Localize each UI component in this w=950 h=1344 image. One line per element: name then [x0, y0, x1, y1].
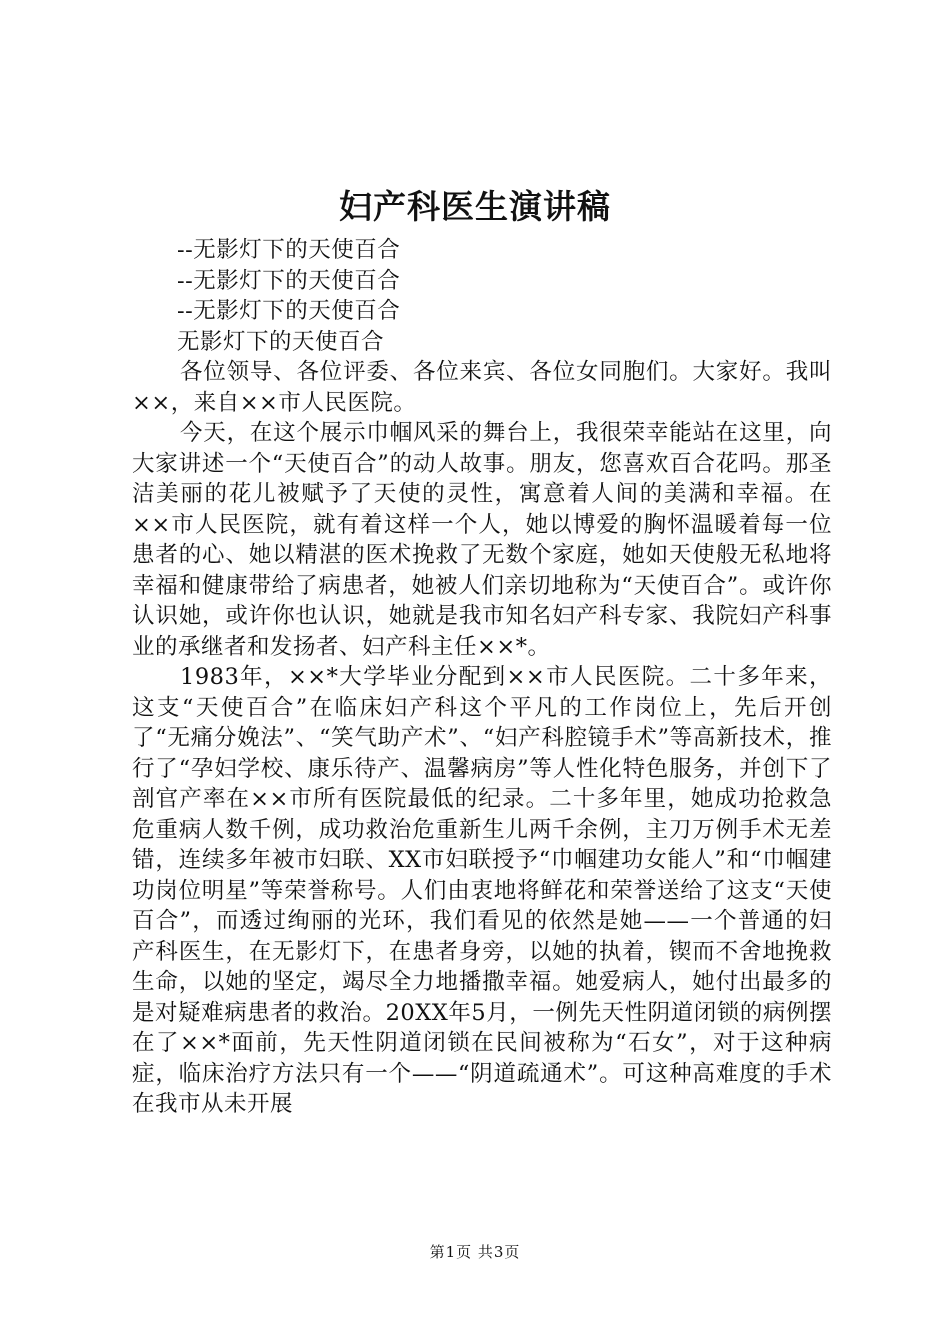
subtitle-line: --无影灯下的天使百合	[177, 237, 401, 263]
document-title: 妇产科医生演讲稿	[339, 187, 611, 226]
paragraph-introduction: 今天，在这个展示巾帼风采的舞台上，我很荣幸能站在这里，向大家讲述一个“天使百合”的动人故事。朋友，您喜欢百合花吗。那圣洁美丽的花儿被赋予了天使的灵性，寓意着人间的美满和幸福。在××市人民医院，就有着这样一个人，她以博爱的胸怀温暖着每一位患者的心、她以精湛的医术挽救了无数个家庭，她如天使般无私地将幸福和健康带给了病患者，她被人们亲切地称为“天使百合”。或许你认识她，或许你也认识，她就是我市知名妇产科专家、我院妇产科事业的承继者和发扬者、妇产科主任××*。	[132, 420, 832, 660]
paragraph-greeting: 各位领导、各位评委、各位来宾、各位女同胞们。大家好。我叫××，来自××市人民医院。	[132, 359, 832, 416]
paragraph-career: 1983年，××*大学毕业分配到××市人民医院。二十多年来，这支“天使百合”在临床妇产科这个平凡的工作岗位上，先后开创了“无痛分娩法”、“笑气助产术”、“妇产科腔镜手术”等高新技术，推行了“孕妇学校、康乐待产、温馨病房”等人性化特色服务，并创下了剖官产率在××市所有医院最低的纪录。二十多年里，她成功抢救急危重病人数千例，成功救治危重新生儿两千余例，主刀万例手术无差错，连续多年被市妇联、XX市妇联授予“巾帼建功女能人”和“巾帼建功岗位明星”等荣誉称号。人们由衷地将鲜花和荣誉送给了这支“天使百合”，而透过绚丽的光环，我们看见的依然是她——一个普通的妇产科医生，在无影灯下，在患者身旁，以她的执着，锲而不舍地挽救生命，以她的坚定，竭尽全力地播撒幸福。她爱病人，她付出最多的是对疑难病患者的救治。20XX年5月，一例先天性阴道闭锁的病例摆在了××*面前，先天性阴道闭锁在民间被称为“石女”，对于这种病症，临床治疗方法只有一个——“阴道疏通术”。可这种高难度的手术在我市从未开展	[132, 664, 832, 1117]
subtitle-line: 无影灯下的天使百合	[177, 328, 385, 355]
page-number-footer: 第1页 共3页	[429, 1243, 521, 1261]
subtitle-line: --无影灯下的天使百合	[177, 298, 401, 324]
document-body	[132, 235, 832, 1120]
subtitle-line: --无影灯下的天使百合	[177, 267, 401, 294]
